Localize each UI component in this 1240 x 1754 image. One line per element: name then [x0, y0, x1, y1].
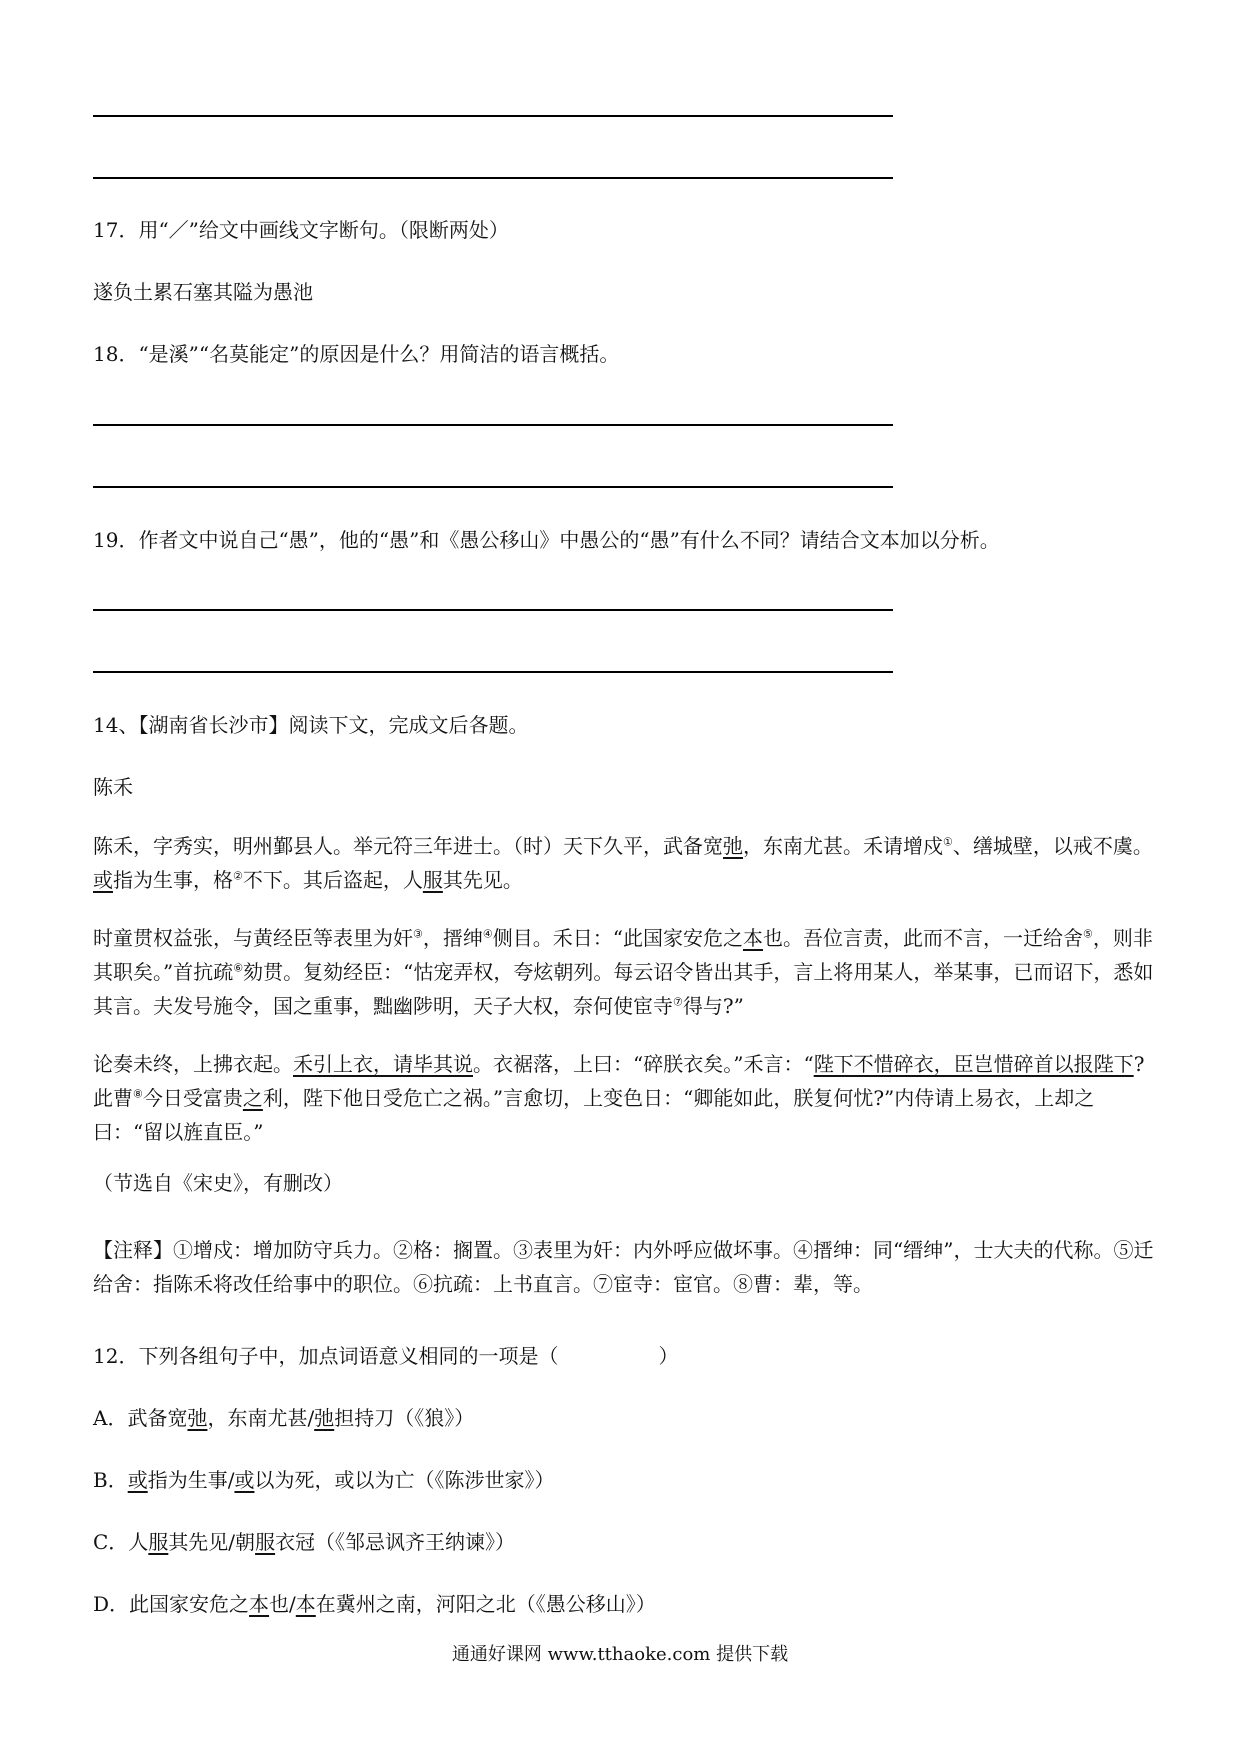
answer-line — [93, 486, 893, 488]
answer-line — [93, 424, 893, 426]
answer-line — [93, 177, 893, 179]
article-source: （节选自《宋史》，有删改） — [93, 1171, 343, 1195]
question-12: 12．下列各组句子中，加点词语意义相同的一项是（ ） — [93, 1344, 679, 1368]
option-a: A．武备宽弛，东南尤甚/弛担持刀（《狼》） — [93, 1406, 475, 1430]
answer-line — [93, 115, 893, 117]
article-paragraph-2: 时童贯权益张，与黄经臣等表里为奸③，搢绅④侧目。禾日：“此国家安危之本也。吾位言责，此而不言，一迁给舍⑤，则非其职矣。”首抗疏⑥劾贯。复劾经臣：“怙宠弄权，夸炫朝列。每云诏令皆出其手，言上将用某人，举某事，已而诏下，悉如其言。夫发号施令，国之重事，黜幽陟明，天子大权，奈何使宦寺⑦得与?” — [93, 926, 1154, 1018]
question-19: 19．作者文中说自己“愚”，他的“愚”和《愚公移山》中愚公的“愚”有什么不同？请结合文本加以分析。 — [93, 528, 1000, 552]
article-notes: 【注释】①增戍：增加防守兵力。②格：搁置。③表里为奸：内外呼应做坏事。④搢绅：同“缙绅”，士大夫的代称。⑤迁给舍：指陈禾将改任给事中的职位。⑥抗疏：上书直言。⑦宦寺：宦官。⑧曹：辈，等。 — [93, 1238, 1154, 1296]
option-b: B．或指为生事/或以为死，或以为亡（《陈涉世家》） — [93, 1468, 555, 1492]
article-paragraph-1: 陈禾，字秀实，明州鄞县人。举元符三年进士。（时）天下久平，武备宽弛，东南尤甚。禾请增戍①、缮城壁，以戒不虞。或指为生事，格②不下。其后盗起，人服其先见。 — [93, 834, 1153, 892]
answer-line — [93, 609, 893, 611]
option-d: D．此国家安危之本也/本在冀州之南，河阳之北（《愚公移山》） — [93, 1592, 656, 1616]
answer-line — [93, 671, 893, 673]
article-title: 陈禾 — [93, 775, 133, 799]
question-18: 18．“是溪”“名莫能定”的原因是什么？用简洁的语言概括。 — [93, 342, 620, 366]
question-17: 17．用“／”给文中画线文字断句。（限断两处） — [93, 218, 509, 242]
option-c: C．人服其先见/朝服衣冠（《邹忌讽齐王纳谏》） — [93, 1530, 516, 1554]
question-14: 14、【湖南省长沙市】阅读下文，完成文后各题。 — [93, 713, 529, 737]
page-footer: 通通好课网 www.tthaoke.com 提供下载 — [451, 1644, 789, 1665]
question-17-text: 遂负土累石塞其隘为愚池 — [93, 280, 313, 304]
article-paragraph-3: 论奏未终，上拂衣起。禾引上衣，请毕其说。衣裾落，上曰：“碎朕衣矣。”禾言：“陛下不惜碎衣，臣岂惜碎首以报陛下?此曹⑧今日受富贵之利，陛下他日受危亡之祸。”言愈切，上变色日：“卿能如此，朕复何忧?”内侍请上易衣，上却之曰：“留以旌直臣。” — [93, 1052, 1145, 1144]
